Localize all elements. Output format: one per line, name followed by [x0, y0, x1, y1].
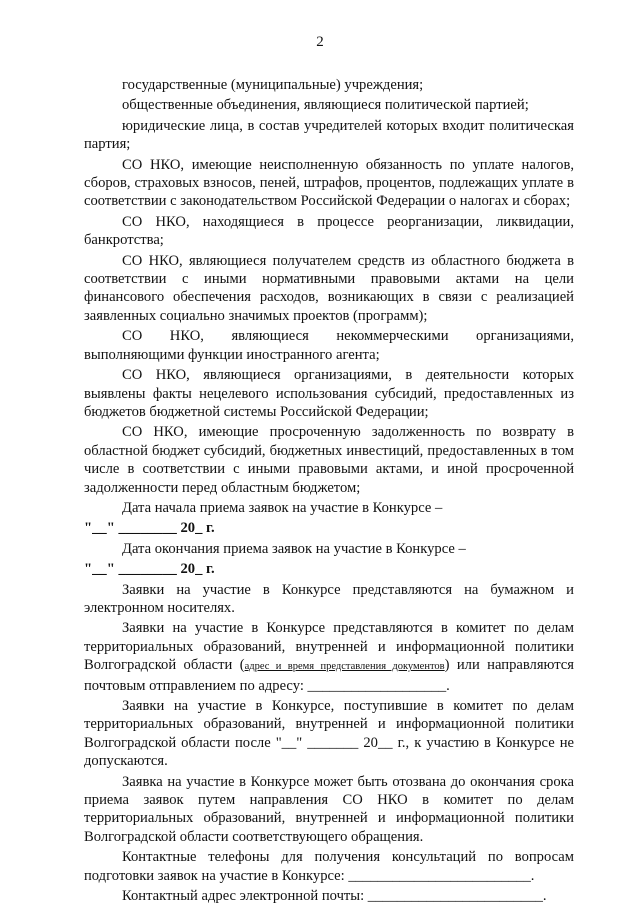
- submit-text-after: ) или направляются почтовым отправлением по адресу: ___________________.: [84, 657, 574, 694]
- paragraph: юридические лица, в состав учредителей которых входит политическая партия;: [84, 117, 574, 153]
- paragraph-late: Заявки на участие в Конкурсе, поступившие в комитет по делам территориальных образований, внутренней и информационной политики Волгоградской области после "__" _______ 20__ г., к участию в Конкурсе не допускаются.: [84, 698, 574, 770]
- page-number: 2: [316, 34, 324, 50]
- paragraph: государственные (муниципальные) учреждения;: [122, 77, 424, 93]
- paragraph: СО НКО, имеющие просроченную задолженность по возврату в областной бюджет субсидий, бюджетных инвестиций, предоставленных в том числе в соответствии с иными правовыми актами, и иной просроченной задолженности перед областным бюджетом;: [84, 424, 574, 496]
- paragraph: СО НКО, имеющие неисполненную обязанность по уплате налогов, сборов, страховых взносов, пеней, штрафов, процентов, подлежащих уплате в соответствии с законодательством Российской Федерации о налогах и сборах;: [84, 156, 574, 210]
- paragraph: СО НКО, являющиеся некоммерческими организациями, выполняющими функции иностранного агента;: [84, 328, 574, 363]
- paragraph: общественные объединения, являющиеся политической партией;: [122, 97, 529, 114]
- end-date-value: "__" ________ 20_ г.: [84, 561, 215, 578]
- paragraph-email: Контактный адрес электронной почты: ________________________.: [122, 888, 547, 905]
- paragraph-submit: [84, 619, 574, 695]
- submit-text-before: Заявки на участие в Конкурсе представляются в комитет по делам территориальных образований, внутренней и информационной политики Волгоградской области (: [84, 620, 574, 674]
- start-date-value: "__" ________ 20_ г.: [84, 520, 215, 537]
- document-body: [84, 76, 574, 907]
- start-date-label: Дата начала приема заявок на участие в Конкурсе –: [122, 499, 443, 516]
- paragraph-phones: Контактные телефоны для получения консультаций по вопросам подготовки заявок на участие в Конкурсе: _________________________.: [84, 849, 574, 884]
- submit-note: адрес и время представления документов: [244, 661, 445, 673]
- paragraph-withdraw: Заявка на участие в Конкурсе может быть отозвана до окончания срока приема заявок путем направления СО НКО в комитет по делам территориальных образований, внутренней и информационной политики Волгоградской области соответствующего обращения.: [84, 773, 574, 845]
- end-date-label: Дата окончания приема заявок на участие в Конкурсе –: [122, 540, 466, 557]
- paragraph: СО НКО, находящиеся в процессе реорганизации, ликвидации, банкротства;: [84, 213, 574, 249]
- paragraph: СО НКО, являющиеся получателем средств из областного бюджета в соответствии с иными нормативными правовыми актами на цели финансового обеспечения расходов, возникающих в связи с реализацией заявленных социально значимых проектов (программ);: [84, 252, 574, 324]
- paragraph-forms: Заявки на участие в Конкурсе представляются на бумажном и электронном носителях.: [84, 581, 574, 616]
- paragraph: СО НКО, являющиеся организациями, в деятельности которых выявлены факты нецелевого использования субсидий, предоставленных из бюджетов бюджетной системы Российской Федерации;: [84, 367, 574, 420]
